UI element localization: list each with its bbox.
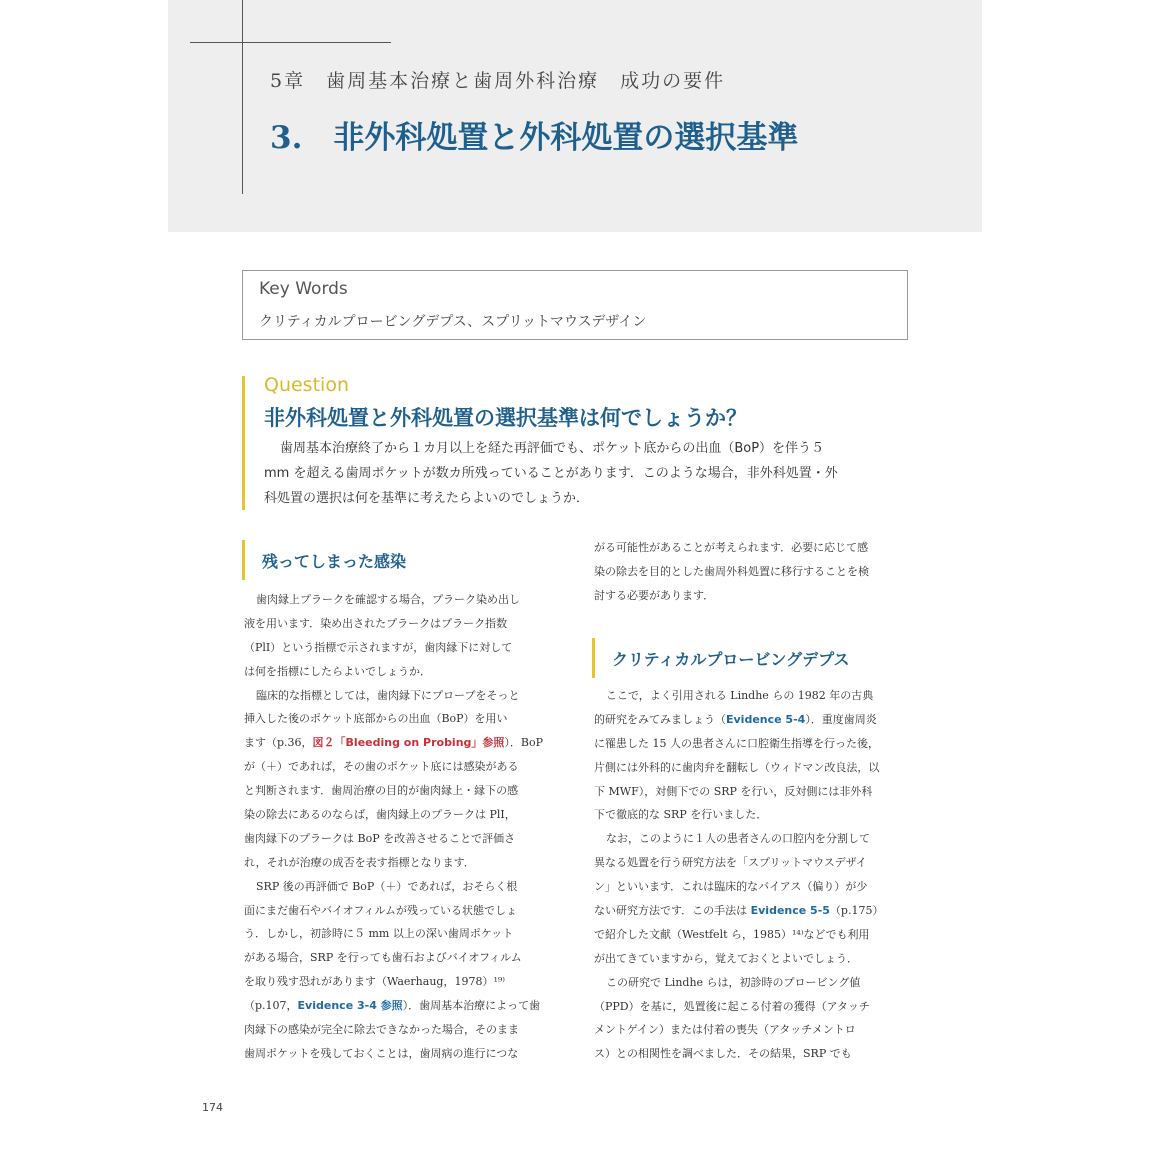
question-accent-bar (242, 376, 245, 510)
crop-mark-horizontal (190, 42, 391, 43)
text-line: 臨床的な指標としては，歯肉縁下にプローブをそっと (256, 688, 520, 702)
keywords-text: クリティカルプロービングデプス、スプリットマウスデザイン (259, 314, 647, 330)
text-fragment: ）．BoP (504, 736, 544, 750)
question-line: mm を超える歯周ポケットが数カ所残っていることがあります．このような場合，非外科処置・外 (264, 466, 838, 481)
text-fragment: ）．歯周基本治療によって歯 (402, 999, 541, 1013)
text-line: 液を用います．染め出されたプラークはプラーク指数 (244, 616, 508, 630)
question-line: 科処置の選択は何を基準に考えたらよいのでしょうか． (264, 491, 590, 506)
text-line (244, 994, 562, 1018)
text-line: を取り残す恐れがあります（Waerhaug，1978）¹⁹⁾ (244, 975, 505, 989)
question-line: 歯周基本治療終了から１カ月以上を経た再評価でも、ポケット底からの出血（BoP）を伴う５ (280, 441, 825, 456)
text-fragment: （p.107， (244, 999, 298, 1013)
text-fragment: ます（p.36， (244, 736, 313, 750)
text-line: に罹患した 15 人の患者さんに口腔衛生指導を行った後， (594, 736, 879, 750)
figure-reference-link[interactable]: 図２「Bleeding on Probing」参照 (312, 736, 505, 750)
text-line: で紹介した文献（Westfelt ら，1985）¹⁴⁾などでも利用 (594, 927, 870, 941)
text-line: がる可能性があることが考えられます．必要に応じて感 (594, 541, 869, 554)
section2-accent-bar (592, 638, 595, 678)
page-number: 174 (202, 1101, 223, 1114)
text-line: （PPD）を基に，処置後に起こる付着の獲得（アタッチ (594, 999, 870, 1013)
text-line: この研究で Lindhe らは，初診時のプロービング値 (606, 975, 861, 989)
text-line (244, 731, 562, 755)
text-line: 下 MWF），対側下での SRP を行い，反対側には非外科 (594, 784, 873, 798)
text-line: 下で徹底的な SRP を行いました． (594, 808, 768, 822)
text-line: が（＋）であれば，その歯のポケット底には感染がある (244, 760, 519, 774)
text-line: 面にまだ歯石やバイオフィルムが残っている状態でしょ (244, 903, 518, 917)
page-title: 3. 非外科処置と外科処置の選択基準 (270, 120, 799, 156)
text-line: ン」といいます．これは臨床的なバイアス（偏り）が少 (594, 880, 868, 894)
question-body (264, 436, 912, 511)
text-line: 討する必要があります． (594, 588, 715, 602)
text-line: れ，それが治療の成否を表す指標となります． (244, 855, 475, 869)
text-line: う．しかし，初診時に５ mm 以上の深い歯周ポケット (244, 927, 514, 941)
crop-mark-vertical (242, 0, 243, 194)
evidence-reference-link[interactable]: Evidence 3-4 参照 (297, 999, 403, 1013)
text-line: 歯肉縁上プラークを確認する場合，プラーク染め出し (256, 593, 520, 606)
keywords-box (242, 270, 908, 340)
column-right (594, 684, 914, 1066)
text-line: ス）との相関性を調べました．その結果，SRP でも (594, 1047, 852, 1061)
text-line: なお，このように１人の患者さんの口腔内を分割して (606, 832, 870, 846)
evidence-reference-link[interactable]: Evidence 5-4 (726, 712, 806, 726)
text-fragment: ）．重度歯周炎 (805, 712, 877, 726)
column-left (244, 588, 562, 1066)
text-line: 片側には外科的に歯肉弁を翻転し（ウィドマン改良法，以 (594, 760, 880, 774)
text-line: が出てきていますから，覚えておくとよいでしょう． (594, 951, 858, 965)
chapter-label: 5章 歯周基本治療と歯周外科治療 成功の要件 (270, 70, 726, 92)
text-line: 染の除去にあるのならば，歯肉縁上のプラークは PlI， (244, 808, 516, 822)
evidence-reference-link[interactable]: Evidence 5-5 (750, 904, 830, 918)
question-heading: 非外科処置と外科処置の選択基準は何でしょうか？ (264, 405, 747, 430)
text-line: は何を指標にしたらよいでしょうか． (244, 664, 431, 678)
text-fragment: ない研究方法です．この手法は (594, 904, 751, 918)
text-line: 染の除去を目的とした歯周外科処置に移行することを検 (594, 564, 869, 578)
text-line: 歯肉縁下のプラークは BoP を改善させることで評価さ (244, 831, 516, 845)
text-line: （PlI）という指標で示されますが，歯肉縁下に対して (244, 640, 513, 654)
text-line: 挿入した後のポケット底部からの出血（BoP）を用い (244, 712, 508, 726)
text-line (594, 899, 914, 923)
text-line: メントゲイン）または付着の喪失（アタッチメントロ (594, 1023, 856, 1037)
text-line: 異なる処置を行う研究方法を「スプリットマウスデザイ (594, 856, 867, 870)
section1-title: 残ってしまった感染 (262, 552, 407, 571)
section2-title: クリティカルプロービングデプス (612, 650, 850, 669)
text-fragment: （p.175） (829, 904, 884, 918)
column-right-intro (594, 536, 914, 608)
text-line: がある場合，SRP を行っても歯石およびバイオフィルム (244, 951, 522, 965)
keywords-label: Key Words (259, 279, 348, 299)
text-line (594, 708, 914, 732)
text-line: 歯周ポケットを残しておくことは，歯周病の進行につな (244, 1046, 519, 1060)
text-fragment: 的研究をみてみましょう（ (594, 712, 726, 726)
text-line: と判断されます．歯周治療の目的が歯肉縁上・縁下の感 (244, 784, 519, 798)
text-line: ここで，よく引用される Lindhe らの 1982 年の古典 (606, 689, 874, 702)
text-line: SRP 後の再評価で BoP（＋）であれば，おそらく根 (256, 879, 518, 893)
section1-accent-bar (242, 540, 245, 580)
question-label: Question (264, 374, 349, 396)
text-line: 肉縁下の感染が完全に除去できなかった場合，そのまま (244, 1023, 519, 1037)
